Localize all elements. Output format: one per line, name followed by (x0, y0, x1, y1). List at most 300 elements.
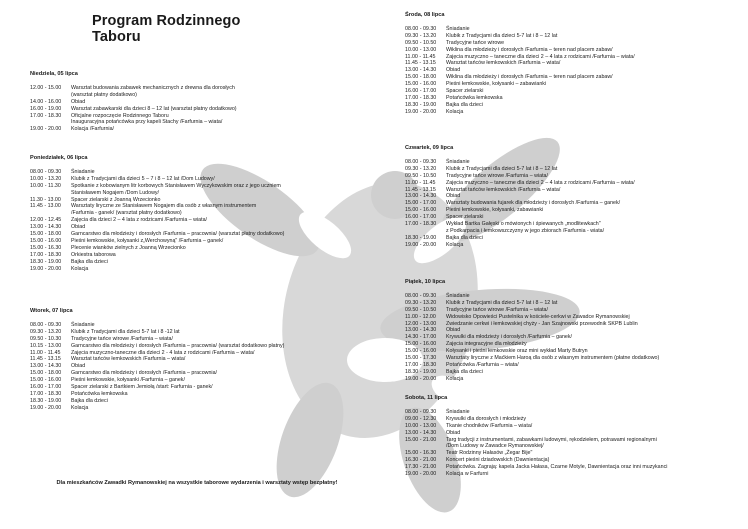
entry-description (446, 464, 740, 471)
schedule-entry (405, 47, 740, 54)
entry-time: 17.00 - 18.30 (405, 221, 437, 228)
schedule-entry (405, 33, 740, 40)
entry-time: 08.00 - 09.30 (405, 292, 437, 299)
entry-time: 18.30 - 19.00 (30, 397, 62, 404)
entry-line: Spotkanie z kobowianym litr korbowych Stanisławem Wyczykowskim oraz z jego uczniem (71, 182, 281, 189)
entry-description (446, 47, 740, 54)
schedule-entry (30, 384, 370, 391)
entry-line: Kolacja /Farfurnia/ (71, 126, 114, 133)
entry-time: 09.50 - 10.50 (405, 39, 437, 46)
entry-description (71, 169, 370, 176)
entry-description (446, 327, 740, 334)
entry-line: Zajęcia dla dzieci 2 – 4 lata z rodzicami /Farfurnia – wiata/ (71, 217, 208, 224)
entry-description (446, 376, 740, 383)
entry-time: 15.00 - 18.00 (405, 74, 437, 81)
entry-description (446, 423, 740, 430)
entry-description (71, 391, 370, 398)
entry-description (446, 300, 740, 307)
entry-description (71, 197, 370, 204)
schedule-entry (30, 106, 370, 113)
entry-time: 15.00 - 16.00 (405, 341, 437, 348)
entry-description (446, 369, 740, 376)
schedule-entry (405, 221, 740, 235)
entry-time: 10.00 - 13.20 (30, 175, 62, 182)
entry-time: 09.50 - 10.30 (30, 335, 62, 342)
entry-time: 10.00 - 13.00 (405, 46, 437, 53)
entry-line: Klubik z Tradycjami dla dzieci 5-7 lat i 8 -12 lat (71, 328, 180, 335)
entry-line: Zwiedzanie cerkwi i łemkowskiej chyży - Jan Szajnowski przewodnik SKPB Lublin (446, 320, 638, 327)
entry-line: Obiad (71, 224, 86, 231)
entry-description (446, 307, 740, 314)
entry-description (71, 252, 370, 259)
schedule-entry (405, 355, 740, 362)
entry-description (71, 245, 370, 252)
entry-description (71, 363, 370, 370)
footer-note: Dla mieszkańców Zawadki Rymanowskiej na wszystkie taborowe wydarzenia i warsztaty wstęp bezpłatny! (56, 480, 338, 486)
entry-line: Pieśni łemkowskie, kołysanki, zabawianki (446, 207, 544, 214)
entry-time: 09.30 - 13.20 (405, 165, 437, 172)
entry-time: 12.00 - 15.00 (30, 84, 62, 91)
entry-description (71, 113, 370, 127)
day-heading: Piątek, 10 lipca (405, 279, 446, 285)
schedule-entry (405, 40, 740, 47)
entry-line: Śniadanie (446, 25, 470, 32)
entry-line: Spacer zielarski z Joanną Wrzecionko (71, 196, 161, 203)
entry-description (71, 126, 370, 133)
entry-line: Warsztat tańców łemkowskich /Farfurnia – wiata/ (446, 60, 561, 67)
entry-line: Kołysanki i pieśni łemkowskie oraz mini wykład Marty Butryn (446, 348, 588, 355)
entry-description (71, 183, 370, 197)
entry-time: 11.45 - 13.15 (30, 356, 61, 363)
schedule-entry (30, 126, 370, 133)
entry-line: Inauguracyjna potańcówka przy kapeli Stachy /Farfurnia – wiata/ (71, 119, 223, 126)
schedule-entry (405, 437, 740, 451)
entry-time: 17.00 - 18.30 (405, 94, 437, 101)
entry-line: Tradycyjne tańce wirowe /Farfurnia – wiata/ (446, 172, 548, 179)
entry-line: Klubik z Tradycjami dla dzieci 5-7 lat i 8 – 12 lat (446, 32, 558, 39)
schedule-entry (405, 464, 740, 471)
entry-time: 13.00 - 14.30 (405, 327, 437, 334)
entry-description (71, 322, 370, 329)
entry-description (446, 416, 740, 423)
entry-time: 11.45 - 13.00 (30, 203, 61, 210)
entry-line: Teatr Rodzinny Hałasów „Żegar Bije" (446, 450, 533, 457)
entry-line: Śniadanie (446, 408, 470, 415)
entry-description (71, 238, 370, 245)
entry-line: Stanisławem Nogajem /Dom Ludowy/ (71, 189, 160, 196)
day-section (30, 71, 370, 133)
entry-line: Kolacja (71, 265, 89, 272)
entry-time: 18.30 - 19.00 (30, 258, 62, 265)
entry-time: 19.00 - 20.00 (30, 404, 62, 411)
schedule-entry (30, 217, 370, 224)
schedule-entry (405, 207, 740, 214)
entry-time: 11.00 - 12.00 (405, 313, 436, 320)
schedule-entry (30, 329, 370, 336)
entry-time: 15.00 - 16.00 (30, 377, 62, 384)
entry-description (446, 221, 740, 235)
entry-line: Zajęcia muzyczno – taneczne dla dzieci 2 – 4 lata z rodzicami /Farfurnia – wiata/ (446, 179, 635, 186)
day-heading: Czwartek, 09 lipca (405, 145, 454, 151)
entry-description (71, 336, 370, 343)
schedule-entry (405, 67, 740, 74)
schedule-entry (30, 197, 370, 204)
entry-description (71, 405, 370, 412)
entry-time: 08.00 - 09.30 (405, 25, 437, 32)
schedule-entry (30, 224, 370, 231)
entry-description (446, 409, 740, 416)
entry-description (446, 26, 740, 33)
entry-time: 13.00 - 14.30 (405, 429, 437, 436)
entry-description (446, 166, 740, 173)
entry-time: 19.00 - 20.00 (405, 108, 437, 115)
entry-description (446, 200, 740, 207)
entry-time: 19.00 - 20.00 (405, 241, 437, 248)
day-section (405, 395, 740, 478)
schedule-entry (30, 176, 370, 183)
day-section (405, 12, 740, 116)
day-section (405, 145, 740, 249)
entry-line: Spacer zielarski (446, 214, 484, 221)
entry-time: 09.30 - 13.20 (405, 32, 437, 39)
entry-line: Warsztat budowania zabawek mechanicznych z drewna dla dorosłych (71, 84, 235, 91)
entry-line: Warsztaty budowania fujarek dla młodzieży i dorosłych /Farfurnia – ganek/ (446, 200, 621, 207)
schedule-entry (30, 99, 370, 106)
entry-description (71, 266, 370, 273)
entry-line: Garncarstwo dla młodzieży i dorosłych /Farfurnia – pracownia/ (warsztat płatny dodatkowo) (71, 231, 285, 238)
schedule-entry (405, 109, 740, 116)
schedule-entry (30, 336, 370, 343)
entry-line: /Dom Ludowy w Zawadce Rymanowskiej/ (446, 443, 544, 450)
entry-time: 19.00 - 20.00 (30, 126, 62, 133)
schedule-entry (405, 60, 740, 67)
schedule-entry (405, 95, 740, 102)
entry-line: Krywulki dla młodzieży i dorosłych /Farfurnia – ganek/ (446, 334, 573, 341)
schedule-entry (30, 322, 370, 329)
entry-line: Obiad (71, 98, 86, 105)
schedule-entry (30, 238, 370, 245)
schedule-entry (30, 259, 370, 266)
entry-line: Śniadanie (446, 292, 470, 299)
entry-line: Śniadanie (446, 158, 470, 165)
entry-line: Warsztat zabawkarski dla dzieci 8 – 12 lat (warsztat płatny dodatkowo) (71, 105, 237, 112)
entry-time: 13.00 - 14.30 (405, 193, 437, 200)
entry-line: Śniadanie (71, 321, 95, 328)
entry-time: 15.00 - 18.00 (30, 370, 62, 377)
entry-line: Klubik z Tradycjami dla dzieci 5-7 lat i 8 – 12 lat (446, 165, 558, 172)
entry-time: 11.00 - 11.45 (30, 349, 61, 356)
entry-line: Tradycyjne tańce wirowe /Farfurnia – wiata/ (71, 335, 173, 342)
day-heading: Środa, 08 lipca (405, 12, 445, 18)
entry-line: Tradycyjne tańce wirowe (446, 39, 505, 46)
entry-description (446, 430, 740, 437)
schedule-entry (405, 457, 740, 464)
schedule-entry (30, 85, 370, 99)
entry-line: Spacer zielarski z Bartkiem Jemiołą /start: Farfurnia - ganek/ (71, 384, 213, 391)
entry-time: 19.00 - 20.00 (30, 265, 62, 272)
entry-line: Obiad (446, 67, 461, 74)
entry-description (71, 384, 370, 391)
entry-line: Spacer zielarski (446, 88, 484, 95)
entry-time: 15.00 - 17.00 (405, 200, 437, 207)
schedule-entry (405, 187, 740, 194)
entry-time: 11.00 - 11.45 (405, 53, 436, 60)
entry-description (446, 457, 740, 464)
day-heading: Niedziela, 05 lipca (30, 71, 78, 77)
day-section (405, 279, 740, 383)
entry-time: 14.30 - 17.00 (405, 334, 437, 341)
schedule-entry (30, 405, 370, 412)
schedule-entry (30, 183, 370, 197)
entry-line: Potańcówka /Farfurnia – wiata/ (446, 361, 519, 368)
entry-line: Bajka dla dzieci (71, 258, 108, 265)
entry-description (71, 377, 370, 384)
entry-line: Tkanie chodników /Farfurnia – wiata/ (446, 422, 533, 429)
entry-time: 18.30 - 19.00 (405, 368, 437, 375)
entry-line: Zajęcia muzyczno-taneczne dla dzieci 2 - 4 lata z rodzicami /Farfurnia – wiata/ (71, 349, 255, 356)
entry-description (71, 259, 370, 266)
entry-time: 19.00 - 20.00 (405, 471, 437, 478)
entry-description (446, 348, 740, 355)
schedule-entry (405, 54, 740, 61)
entry-time: 17.00 - 18.30 (30, 251, 62, 258)
day-heading: Wtorek, 07 lipca (30, 308, 73, 314)
schedule-entry (405, 450, 740, 457)
entry-description (71, 176, 370, 183)
schedule-entry (30, 245, 370, 252)
entry-description (446, 33, 740, 40)
entry-description (446, 341, 740, 348)
entry-time: 13.00 - 14.30 (405, 67, 437, 74)
entry-time: 09.30 - 13.20 (405, 299, 437, 306)
entry-time: 09.50 - 10.50 (405, 306, 437, 313)
entry-description (71, 224, 370, 231)
entry-description (71, 356, 370, 363)
entry-line: Zajęcia muzyczno – taneczne dla dzieci 2 – 4 lata z rodzicami /Farfurnia – wiata/ (446, 53, 635, 60)
entry-time: 12.00 - 12.45 (30, 217, 62, 224)
entry-description (71, 203, 370, 217)
schedule-entry (405, 26, 740, 33)
entry-time: 12.00 - 13.00 (405, 320, 437, 327)
entry-description (446, 95, 740, 102)
entry-line: Bajka dla dzieci (446, 368, 483, 375)
entry-time: 10.15 - 13.00 (30, 342, 62, 349)
schedule-entry (30, 203, 370, 217)
schedule-entry (405, 159, 740, 166)
schedule-entry (30, 398, 370, 405)
entry-description (71, 85, 370, 99)
entry-line: Widowisko Opowieści Pustelnika w kościele-cerkwi w Zawadce Rymanowskiej (446, 313, 630, 320)
schedule-entry (405, 416, 740, 423)
entry-time: 16.00 - 19.00 (30, 105, 62, 112)
entry-time: 18.30 - 19.00 (405, 234, 437, 241)
entry-description (446, 334, 740, 341)
entry-description (446, 187, 740, 194)
entry-time: 13.00 - 14.30 (30, 224, 62, 231)
entry-time: 16.00 - 17.00 (405, 214, 437, 221)
entry-time: 16.30 - 21.00 (405, 457, 437, 464)
day-heading: Sobota, 11 lipca (405, 395, 448, 401)
entry-line: Klubik z Tradycjami dla dzieci 5-7 lat i 8 – 12 lat (446, 299, 558, 306)
entry-description (446, 102, 740, 109)
entry-line: Garncarstwo dla młodzieży i dorosłych /Farfurnia – pracownia/ (71, 370, 218, 377)
entry-time: 11.45 - 13.15 (405, 60, 436, 67)
entry-line: Bajka dla dzieci (446, 234, 483, 241)
entry-description (446, 54, 740, 61)
entry-description (446, 74, 740, 81)
entry-description (71, 106, 370, 113)
entry-time: 16.00 - 17.00 (405, 88, 437, 95)
schedule-entry (30, 391, 370, 398)
entry-time: 18.30 - 19.00 (405, 101, 437, 108)
entry-time: 13.00 - 14.30 (30, 363, 62, 370)
entry-time: 17.30 - 21.00 (405, 464, 437, 471)
schedule-entry (405, 242, 740, 249)
schedule-entry (405, 423, 740, 430)
entry-line: Obiad (446, 327, 461, 334)
schedule-entry (405, 173, 740, 180)
entry-description (446, 214, 740, 221)
entry-description (446, 355, 740, 362)
entry-line: Potańcówka łemkowska (71, 390, 128, 397)
entry-line: Potańcówka łemkowska (446, 94, 503, 101)
entry-description (446, 314, 740, 321)
entry-description (446, 471, 740, 478)
schedule-entry (405, 193, 740, 200)
entry-line: Kolacja (446, 375, 464, 382)
entry-time: 15.00 - 16.00 (30, 237, 62, 244)
entry-time: 19.00 - 20.00 (405, 375, 437, 382)
schedule-entry (405, 300, 740, 307)
entry-description (446, 60, 740, 67)
entry-description (71, 350, 370, 357)
entry-line: Warsztat tańców łemkowskich /Farfurnia – wiata/ (446, 186, 561, 193)
entry-description (71, 370, 370, 377)
entry-description (446, 67, 740, 74)
entry-line: Plecenie wianków zielnych z Joanną Wrzecionko (71, 244, 186, 251)
entry-time: 10.00 - 13.00 (405, 422, 437, 429)
entry-time: 10.00 - 11.30 (30, 182, 61, 189)
entry-line: Kolacja (71, 404, 89, 411)
entry-line: Obiad (446, 429, 461, 436)
schedule-entry (405, 321, 740, 328)
entry-time: 08.00 - 09.30 (30, 321, 62, 328)
entry-line: Krywulki dla dorosłych i młodzieży (446, 415, 527, 422)
schedule-entry (405, 327, 740, 334)
schedule-entry (405, 102, 740, 109)
entry-time: 15.00 - 16.00 (405, 207, 437, 214)
entry-line: Kolacja (446, 241, 464, 248)
schedule-entry (405, 200, 740, 207)
schedule-entry (405, 471, 740, 478)
entry-line: /Farfurnia - ganek/ (warsztat płatny dodatkowo) (71, 210, 182, 217)
entry-description (71, 398, 370, 405)
entry-line: Tradycyjne tańce wirowe /Farfurnia – wiata/ (446, 306, 548, 313)
schedule-entry (30, 350, 370, 357)
schedule-entry (405, 307, 740, 314)
entry-time: 16.00 - 17.00 (30, 384, 62, 391)
schedule-entry (405, 369, 740, 376)
entry-line: Orkiestra taborowa (71, 251, 116, 258)
page-title: Program Rodzinnego Taboru (92, 13, 241, 45)
entry-line: Wiklina dla młodzieży i dorosłych /Farfurnia – teren nad placem zabaw/ (446, 74, 613, 81)
entry-time: 09.50 - 10.50 (405, 172, 437, 179)
entry-line: Warsztaty liryczne z Maćkiem Haroą dla osób z własnym instrumentem (płatne dodatkowo) (446, 355, 660, 362)
entry-line: Koncert pieśni dziadowskich (Dawnientacja) (446, 457, 550, 464)
entry-line: (warsztat płatny dodatkowo) (71, 91, 137, 98)
entry-time: 11.30 - 13.00 (30, 196, 61, 203)
schedule-entry (405, 214, 740, 221)
entry-description (446, 173, 740, 180)
entry-line: Obiad (71, 363, 86, 370)
schedule-entry (405, 166, 740, 173)
entry-description (446, 235, 740, 242)
entry-time: 15.00 - 16.30 (30, 244, 62, 251)
entry-line: Wykład Bartka Gałęski o mówionych i śpiewanych „modlitewkach" (446, 221, 601, 228)
entry-line: Pieśni łemkowskie, kołysanki – zabawianki (446, 81, 547, 88)
entry-description (446, 81, 740, 88)
entry-time: 15.00 - 16.30 (405, 450, 437, 457)
schedule-entry (405, 334, 740, 341)
entry-description (446, 40, 740, 47)
day-section (30, 308, 370, 412)
entry-description (71, 99, 370, 106)
entry-line: Śniadanie (71, 168, 95, 175)
entry-line: Wiklina dla młodzieży i dorosłych /Farfurnia – teren nad placem zabaw/ (446, 46, 613, 53)
entry-line: Warsztaty liryczne ze Stanisławem Nogajem dla osób z własnym instrumentem (71, 203, 257, 210)
schedule-entry (405, 409, 740, 416)
schedule-entry (30, 370, 370, 377)
entry-line: z Podkarpacia i łemkowszczyzny w jego zbiorach /Farfurnia - wiata/ (446, 227, 605, 234)
schedule-entry (405, 348, 740, 355)
entry-line: Klubik z Tradycjami dla dzieci 5 – 7 i 8 – 12 lat /Dom Ludowy/ (71, 175, 215, 182)
day-heading: Poniedziałek, 06 lipca (30, 155, 88, 161)
schedule-entry (405, 376, 740, 383)
entry-time: 15.00 - 17.30 (405, 355, 437, 362)
schedule-entry (30, 356, 370, 363)
entry-line: Pieśni łemkowskie, kołysanki z„Werchowyną" /Farfurnia – ganek/ (71, 237, 224, 244)
schedule-entry (405, 74, 740, 81)
schedule-entry (405, 235, 740, 242)
entry-time: 17.00 - 18.30 (30, 390, 62, 397)
entry-description (446, 362, 740, 369)
schedule-entry (30, 266, 370, 273)
entry-description (71, 231, 370, 238)
entry-time: 08.00 - 09.30 (30, 168, 62, 175)
entry-time: 09.30 - 13.20 (30, 328, 62, 335)
entry-description (71, 329, 370, 336)
entry-time: 09.00 - 12.30 (405, 415, 437, 422)
entry-time: 11.45 - 13.15 (405, 186, 436, 193)
entry-line: Bajka dla dzieci (446, 101, 483, 108)
entry-description (446, 88, 740, 95)
entry-line: Bajka dla dzieci (71, 397, 108, 404)
entry-time: 17.00 - 18.30 (405, 361, 437, 368)
entry-description (446, 159, 740, 166)
entry-description (71, 343, 370, 350)
entry-line: Kolacja (446, 108, 464, 115)
schedule-entry (405, 293, 740, 300)
entry-line: Zajęcia integracyjne dla młodzieży (446, 341, 527, 348)
entry-description (71, 217, 370, 224)
schedule-entry (405, 430, 740, 437)
schedule-entry (30, 113, 370, 127)
entry-time: 08.00 - 09.30 (405, 158, 437, 165)
schedule-entry (30, 343, 370, 350)
entry-time: 08.00 - 09.30 (405, 408, 437, 415)
schedule-entry (405, 180, 740, 187)
entry-description (446, 293, 740, 300)
